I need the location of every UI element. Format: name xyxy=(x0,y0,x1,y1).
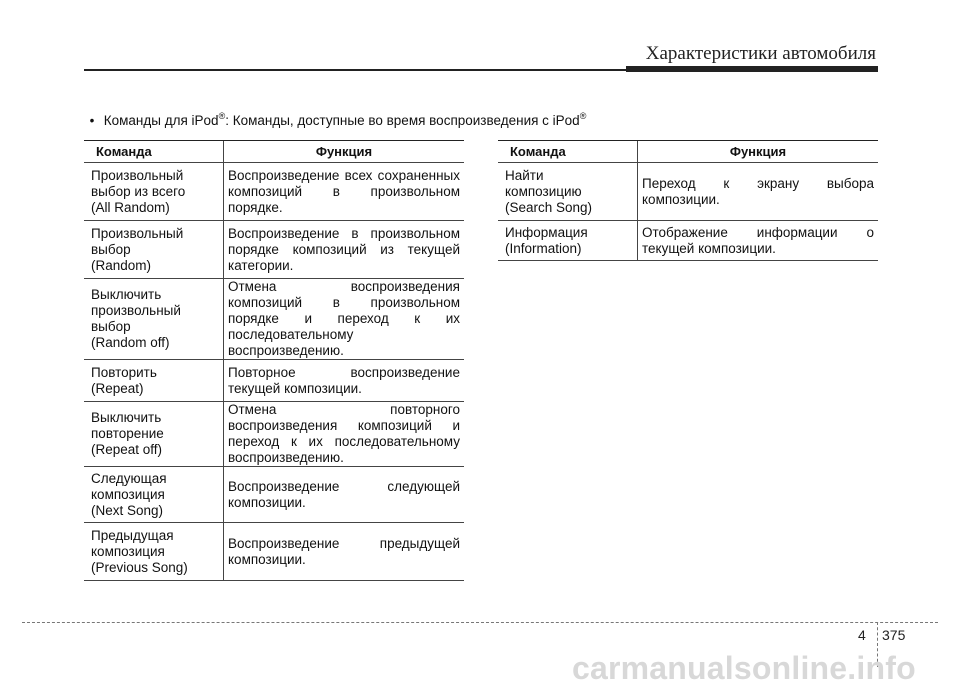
table-row xyxy=(84,402,464,467)
footer-divider xyxy=(22,622,938,623)
command-line: выбор xyxy=(91,241,131,257)
command-cell xyxy=(84,221,224,279)
function-cell: Отмена повторного воспроизведения композиций и переход к их последовательному воспроизведению. xyxy=(224,402,465,467)
column-header-function: Функция xyxy=(224,141,465,163)
intro-line xyxy=(84,113,586,128)
table-row xyxy=(498,221,878,261)
bullet: • xyxy=(89,113,95,128)
header-rule-accent xyxy=(626,66,878,72)
command-line: (Information) xyxy=(505,240,582,256)
command-cell xyxy=(84,279,224,360)
command-line: Следующая xyxy=(91,470,167,486)
page-header-title: Характеристики автомобиля xyxy=(645,43,876,64)
function-cell: Переход к экрану выбора композиции. xyxy=(638,163,879,221)
function-cell: Отображение информации о текущей композиции. xyxy=(638,221,879,261)
command-line: композиция xyxy=(91,543,165,559)
intro-label: Команды для iPod xyxy=(103,113,219,128)
command-line: (All Random) xyxy=(91,199,170,215)
command-line: выбор из всего xyxy=(91,183,186,199)
command-line: (Next Song) xyxy=(91,502,164,518)
command-line: (Random) xyxy=(91,257,152,273)
command-line: Произвольный xyxy=(91,167,184,183)
watermark: carmanualsonline.info xyxy=(572,650,916,686)
command-cell xyxy=(84,402,224,467)
registered-mark: ® xyxy=(218,111,226,121)
column-header-function: Функция xyxy=(638,141,879,163)
table-row xyxy=(498,163,878,221)
intro-text: : Команды, доступные во время воспроизведения с iPod xyxy=(225,113,580,128)
table-row xyxy=(84,467,464,523)
command-line: Предыдущая xyxy=(91,527,174,543)
commands-table-left xyxy=(84,140,464,581)
command-cell xyxy=(84,360,224,402)
table-row xyxy=(84,360,464,402)
function-cell: Воспроизведение предыдущей композиции. xyxy=(224,523,465,581)
command-cell xyxy=(498,221,638,261)
command-line: (Random off) xyxy=(91,335,170,350)
column-header-command: Команда xyxy=(498,141,638,163)
chapter-number: 4 xyxy=(858,627,866,643)
function-cell: Воспроизведение следующей композиции. xyxy=(224,467,465,523)
command-line: Выключить xyxy=(91,287,162,302)
command-line: произвольный xyxy=(91,303,181,318)
command-cell xyxy=(84,163,224,221)
command-line: Информация xyxy=(505,224,588,240)
table-header-row xyxy=(84,141,464,163)
command-line: (Search Song) xyxy=(505,199,593,215)
command-cell xyxy=(84,523,224,581)
command-line: выбор xyxy=(91,319,131,334)
command-line: Выключить xyxy=(91,410,162,425)
command-cell xyxy=(498,163,638,221)
page-number: 375 xyxy=(882,627,906,643)
function-cell: Отмена воспроизведения композиций в произвольном порядке и переход к их последовательному воспроизведению. xyxy=(224,279,465,360)
command-line: Повторить xyxy=(91,364,157,380)
column-header-command: Команда xyxy=(84,141,224,163)
header-rule xyxy=(84,69,626,71)
command-line: (Previous Song) xyxy=(91,559,188,575)
function-cell: Повторное воспроизведение текущей композиции. xyxy=(224,360,465,402)
command-line: повторение xyxy=(91,426,164,441)
commands-table-right xyxy=(498,140,878,261)
command-cell xyxy=(84,467,224,523)
table-row xyxy=(84,523,464,581)
command-line: Произвольный xyxy=(91,225,184,241)
table-row xyxy=(84,221,464,279)
registered-mark: ® xyxy=(579,111,587,121)
table-row xyxy=(84,163,464,221)
command-line: (Repeat off) xyxy=(91,442,163,457)
table-row xyxy=(84,279,464,360)
command-line: Найти xyxy=(505,167,544,183)
command-line: (Repeat) xyxy=(91,380,144,396)
table-header-row xyxy=(498,141,878,163)
command-line: композицию xyxy=(505,183,582,199)
function-cell: Воспроизведение в произвольном порядке композиций из текущей категории. xyxy=(224,221,465,279)
command-line: композиция xyxy=(91,486,165,502)
function-cell: Воспроизведение всех сохраненных композиций в произвольном порядке. xyxy=(224,163,465,221)
